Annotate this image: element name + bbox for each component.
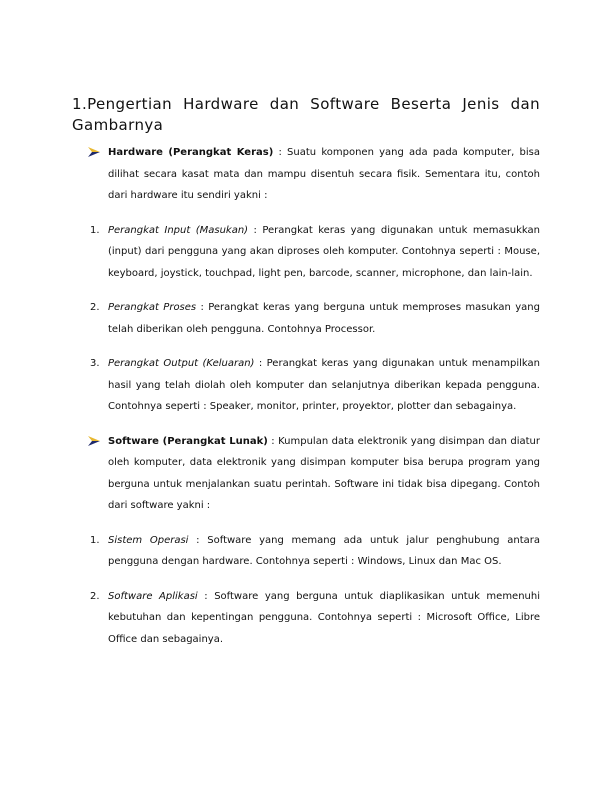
- list-number: 1.: [90, 534, 100, 546]
- item-desc: : Perangkat keras yang digunakan untuk menampilkan hasil yang telah diolah oleh komputer dan selanjutnya diberikan kepada pengguna. Contohnya seperti : Speaker, monitor, printer, proyektor, plotter dan sebagainya.: [108, 358, 540, 412]
- list-number: 2.: [90, 302, 100, 313]
- list-number: 3.: [90, 358, 100, 369]
- hardware-paragraph: [72, 142, 540, 207]
- heading: 1.Pengertian Hardware dan Software Beserta Jenis dan Gambarnya: [72, 95, 540, 134]
- item-term: Software Aplikasi: [108, 590, 198, 602]
- list-item: [72, 586, 540, 651]
- item-term: Perangkat Proses: [108, 302, 197, 313]
- list-number: 1.: [90, 224, 100, 236]
- document-page: [72, 94, 540, 650]
- hardware-desc: : Suatu komponen yang ada pada komputer, bisa dilihat secara kasat mata dan mampu disentuh secara fisik. Sementara itu, contoh dari hardware itu sendiri yakni :: [108, 147, 540, 201]
- item-term: Perangkat Output (Keluaran): [108, 358, 255, 369]
- list-item: [72, 297, 540, 340]
- list-item: [72, 220, 540, 285]
- arrow-bullet-icon: [88, 436, 100, 446]
- item-desc: : Software yang memang ada untuk jalur penghubung antara pengguna dengan hardware. Contohnya seperti : Windows, Linux dan Mac OS.: [108, 534, 540, 567]
- item-term: Perangkat Input (Masukan): [108, 224, 249, 236]
- item-desc: : Perangkat keras yang digunakan untuk memasukkan (input) dari pengguna yang akan diproses oleh komputer. Contohnya seperti : Mouse, keyboard, joystick, touchpad, light pen, barcode, scanner, microphone, dan lain-lain.: [108, 224, 540, 279]
- item-desc: : Software yang berguna untuk diaplikasikan untuk memenuhi kebutuhan dan kepentingan pengguna. Contohnya seperti : Microsoft Office, Libre Office dan sebagainya.: [108, 590, 541, 645]
- item-term: Sistem Operasi: [108, 534, 189, 546]
- list-item: [72, 353, 540, 418]
- arrow-bullet-icon: [88, 147, 100, 157]
- list-number: 2.: [90, 590, 100, 602]
- hardware-term: Hardware (Perangkat Keras): [108, 147, 274, 158]
- software-term: Software (Perangkat Lunak): [108, 435, 268, 447]
- software-desc: : Kumpulan data elektronik yang disimpan dan diatur oleh komputer, data elektronik yang disimpan komputer bisa berupa program yang berguna untuk menjalankan suatu perintah. Software ini tidak bisa dipegang. Contoh dari software yakni :: [108, 435, 540, 511]
- list-item: [72, 530, 540, 573]
- item-desc: : Perangkat keras yang berguna untuk memproses masukan yang telah diberikan oleh pengguna. Contohnya Processor.: [108, 302, 540, 335]
- software-paragraph: [72, 431, 540, 517]
